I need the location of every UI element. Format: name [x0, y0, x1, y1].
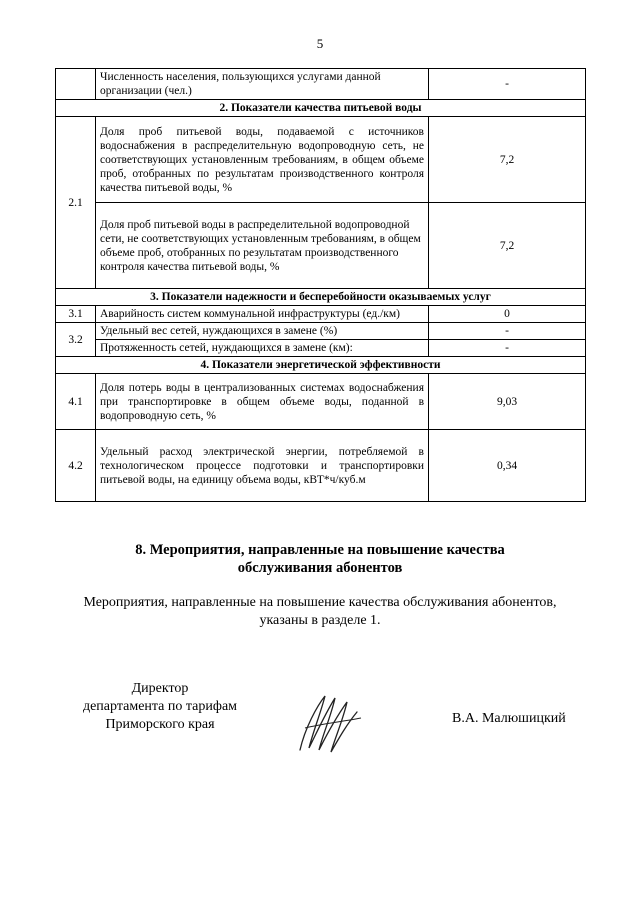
- indicators-table: [55, 68, 586, 502]
- table-row: [56, 306, 586, 323]
- row-value: -: [429, 340, 586, 357]
- row-value: -: [429, 69, 586, 100]
- row-description: Аварийность систем коммунальной инфраструктуры (ед./км): [96, 306, 429, 323]
- row-value: 9,03: [429, 374, 586, 430]
- table-row: [56, 203, 586, 289]
- signatory-position: [60, 680, 260, 734]
- row-value: 7,2: [429, 203, 586, 289]
- signatory-name: В.А. Малюшицкий: [452, 711, 566, 726]
- row-value: 7,2: [429, 117, 586, 203]
- handwritten-signature: [295, 688, 365, 758]
- row-description: Доля проб питьевой воды в распределительной водопроводной сети, не соответствующих установленным требованиям, в общем объеме проб, отобранных по результатам производственного контроля качества питьевой воды, %: [96, 203, 429, 289]
- section-8-title-line1: 8. Мероприятия, направленные на повышение качества: [135, 542, 505, 558]
- table-row: [56, 117, 586, 203]
- section-header-row: [56, 357, 586, 374]
- row-description: Доля проб питьевой воды, подаваемой с источников водоснабжения в распределительную водопроводную сеть, не соответствующих установленным требованиям, в общем объеме проб, отобранных по результатам производственного контроля качества питьевой воды, %: [96, 117, 429, 203]
- row-value: 0: [429, 306, 586, 323]
- row-description: Протяженность сетей, нуждающихся в замене (км):: [96, 340, 429, 357]
- section-4-title: 4. Показатели энергетической эффективности: [56, 357, 586, 374]
- position-line: Приморского края: [105, 717, 215, 732]
- table-row: [56, 430, 586, 502]
- table-row: [56, 374, 586, 430]
- row-value: -: [429, 323, 586, 340]
- section-2-title: 2. Показатели качества питьевой воды: [56, 100, 586, 117]
- section-header-row: [56, 100, 586, 117]
- row-number: 4.2: [56, 430, 96, 502]
- section-header-row: [56, 289, 586, 306]
- table-row: [56, 69, 586, 100]
- row-value: 0,34: [429, 430, 586, 502]
- row-number: 3.2: [56, 323, 96, 357]
- section-3-title: 3. Показатели надежности и бесперебойности оказываемых услуг: [56, 289, 586, 306]
- table-row: [56, 323, 586, 340]
- position-line: департамента по тарифам: [82, 699, 238, 714]
- row-number: 3.1: [56, 306, 96, 323]
- row-number: 2.1: [56, 117, 96, 289]
- position-line: Директор: [131, 681, 189, 696]
- row-description: Удельный расход электрической энергии, потребляемой в технологическом процессе подготовки и транспортировки питьевой воды, на единицу объема воды, кВТ*ч/куб.м: [96, 430, 429, 502]
- row-description: Доля потерь воды в централизованных системах водоснабжения при транспортировке в общем объеме воды, поданной в водопроводную сеть, %: [96, 374, 429, 430]
- section-8-paragraph: Мероприятия, направленные на повышение качества обслуживания абонентов, указаны в разделе 1.: [83, 595, 557, 628]
- section-8-heading: [0, 541, 640, 577]
- page-number: 5: [316, 36, 324, 51]
- section-8-title-line2: обслуживания абонентов: [237, 560, 403, 576]
- row-description: Удельный вес сетей, нуждающихся в замене (%): [96, 323, 429, 340]
- table-row: [56, 340, 586, 357]
- row-description: Численность населения, пользующихся услугами данной организации (чел.): [96, 69, 429, 100]
- row-number: 4.1: [56, 374, 96, 430]
- row-number: [56, 69, 96, 100]
